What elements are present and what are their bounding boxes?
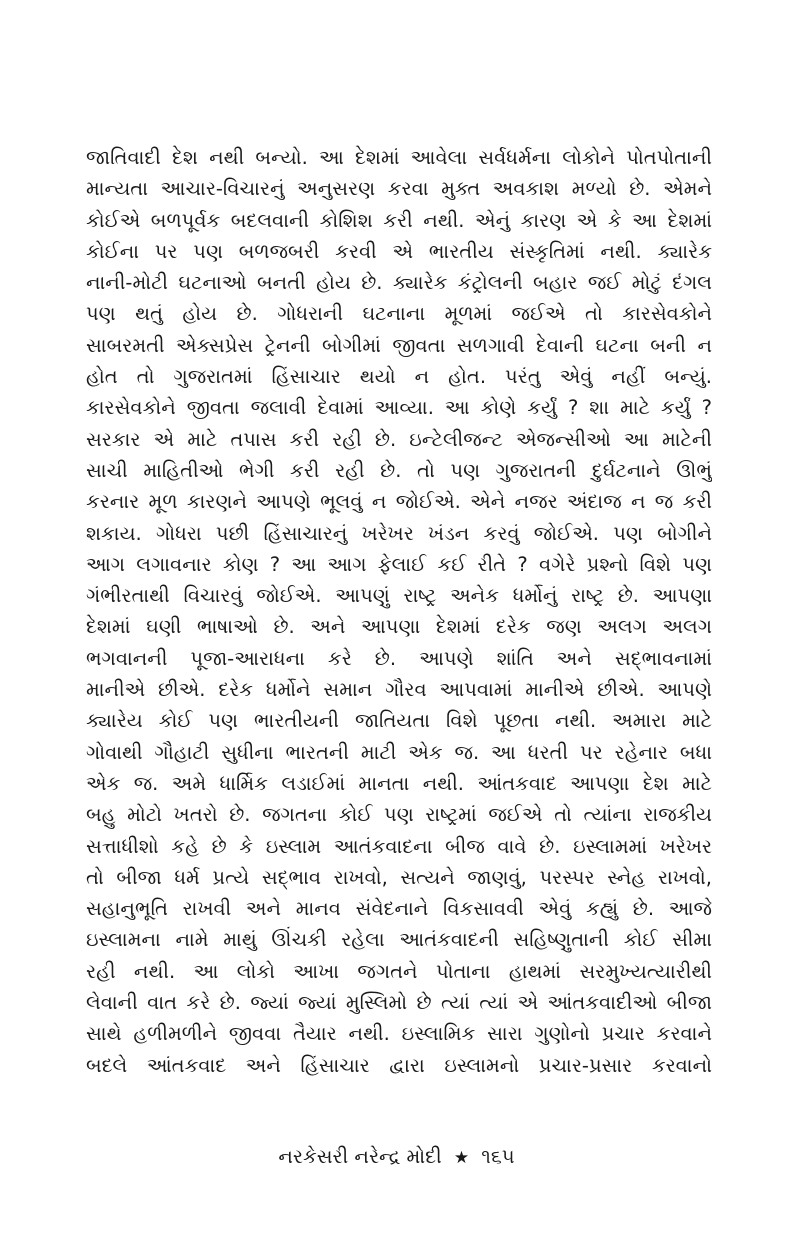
- text-line: ગોવાથી ગૌહાટી સુધીના ભારતની માટી એક જ. આ ધરતી પર રહેનાર બધા: [86, 740, 712, 764]
- text-line: ગંભીરતાથી વિચારવું જોઈએ. આપણું રાષ્ટ્ર અનેક ધર્મોનું રાષ્ટ્ર છે. આપણા: [86, 584, 712, 608]
- text-line: લેવાની વાત કરે છે. જ્યાં જ્યાં મુસ્લિમો છે ત્યાં ત્યાં એ આંતકવાદીઓ બીજા: [86, 991, 712, 1015]
- text-line: કારસેવકોને જીવતા જલાવી દેવામાં આવ્યા. આ કોણે કર્યું ? શા માટે કર્યું ?: [86, 396, 712, 420]
- text-line: કોઈએ બળપૂર્વક બદલવાની કોશિશ કરી નથી. એનું કારણ એ કે આ દેશમાં: [86, 208, 712, 232]
- text-line: નાની-મોટી ઘટનાઓ બનતી હોય છે. ક્યારેક કંટ્રોલની બહાર જઈ મોટું દંગલ: [86, 271, 712, 295]
- text-line: એક જ. અમે ધાર્મિક લડાઈમાં માનતા નથી. આંતકવાદ આપણા દેશ માટે: [86, 771, 712, 795]
- text-line: શકાય. ગોધરા પછી હિંસાચારનું ખરેખર ખંડન કરવું જોઈએ. પણ બોગીને: [86, 521, 712, 545]
- text-line: રહી નથી. આ લોકો આખા જગતને પોતાના હાથમાં સરમુખ્યત્યારીથી: [86, 959, 712, 983]
- text-line: હોત તો ગુજરાતમાં હિંસાચાર થયો ન હોત. પરંતુ એવું નહીં બન્યું.: [86, 365, 712, 389]
- text-line: જાતિવાદી દેશ નથી બન્યો. આ દેશમાં આવેલા સર્વધર્મના લોકોને પોતપોતાની: [86, 146, 712, 169]
- page-footer: [0, 1143, 793, 1172]
- book-title: નરકેસરી નરેન્દ્ર મોદી: [278, 1145, 442, 1168]
- text-line: સાબરમતી એક્સપ્રેસ ટ્રેનની બોગીમાં જીવતા સળગાવી દેવાની ઘટના બની ન: [86, 333, 712, 357]
- text-line: માનીએ છીએ. દરેક ધર્મોને સમાન ગૌરવ આપવામાં માનીએ છીએ. આપણે: [86, 678, 712, 702]
- text-line: તો બીજા ધર્મ પ્રત્યે સદ્ભાવ રાખવો, સત્યને જાણવું, પરસ્પર સ્નેહ રાખવો,: [86, 865, 712, 889]
- page-number: ૧૬૫: [481, 1145, 515, 1168]
- text-line: આગ લગાવનાર કોણ ? આ આગ ફેલાઈ કઈ રીતે ? વગેરે પ્રશ્નો વિશે પણ: [86, 552, 712, 576]
- text-line: ક્યારેય કોઈ પણ ભારતીયની જાતિયતા વિશે પૂછતા નથી. અમારા માટે: [86, 709, 712, 733]
- text-line: સત્તાધીશો કહે છે કે ઇસ્લામ આતંકવાદના બીજ વાવે છે. ઇસ્લામમાં ખરેખર: [86, 834, 712, 858]
- text-line: સાચી માહિતીઓ ભેગી કરી રહી છે. તો પણ ગુજરાતની દુર્ઘટનાને ઊભું: [86, 458, 712, 482]
- text-line: કોઈના પર પણ બળજબરી કરવી એ ભારતીય સંસ્કૃતિમાં નથી. ક્યારેક: [86, 239, 712, 263]
- text-line: માન્યતા આચાર-વિચારનું અનુસરણ કરવા મુક્ત અવકાશ મળ્યો છે. એમને: [86, 177, 712, 201]
- text-line: સરકાર એ માટે તપાસ કરી રહી છે. ઇન્ટેલીજન્ટ એજન્સીઓ આ માટેની: [86, 427, 712, 451]
- text-line: દેશમાં ઘણી ભાષાઓ છે. અને આપણા દેશમાં દરેક જણ અલગ અલગ: [86, 615, 712, 639]
- text-line: પણ થતું હોય છે. ગોધરાની ઘટનાના મૂળમાં જઈએ તો કારસેવકોને: [86, 302, 712, 326]
- star-icon: ★: [453, 1148, 470, 1168]
- text-line: સહાનુભૂતિ રાખવી અને માનવ સંવેદનાને વિકસાવવી એવું કહ્યું છે. આજે: [86, 897, 712, 921]
- text-line: બદલે આંતકવાદ અને હિંસાચાર દ્વારા ઇસ્લામનો પ્રચાર-પ્રસાર કરવાનો: [86, 1053, 712, 1077]
- text-line: ભગવાનની પૂજા-આરાધના કરે છે. આપણે શાંતિ અને સદ્ભાવનામાં: [86, 646, 712, 670]
- page-body-text: [86, 142, 712, 1081]
- text-line: સાથે હળીમળીને જીવવા તૈયાર નથી. ઇસ્લામિક સારા ગુણોનો પ્રચાર કરવાને: [86, 1022, 712, 1046]
- text-line: બહુ મોટો ખતરો છે. જગતના કોઈ પણ રાષ્ટ્રમાં જઈએ તો ત્યાંના રાજકીય: [86, 803, 712, 827]
- text-line: ઇસ્લામના નામે માથું ઊંચકી રહેલા આતંકવાદની સહિષ્ણુતાની કોઈ સીમા: [86, 928, 712, 952]
- text-line: કરનાર મૂળ કારણને આપણે ભૂલવું ન જોઈએ. એને નજર અંદાજ ન જ કરી: [86, 490, 712, 514]
